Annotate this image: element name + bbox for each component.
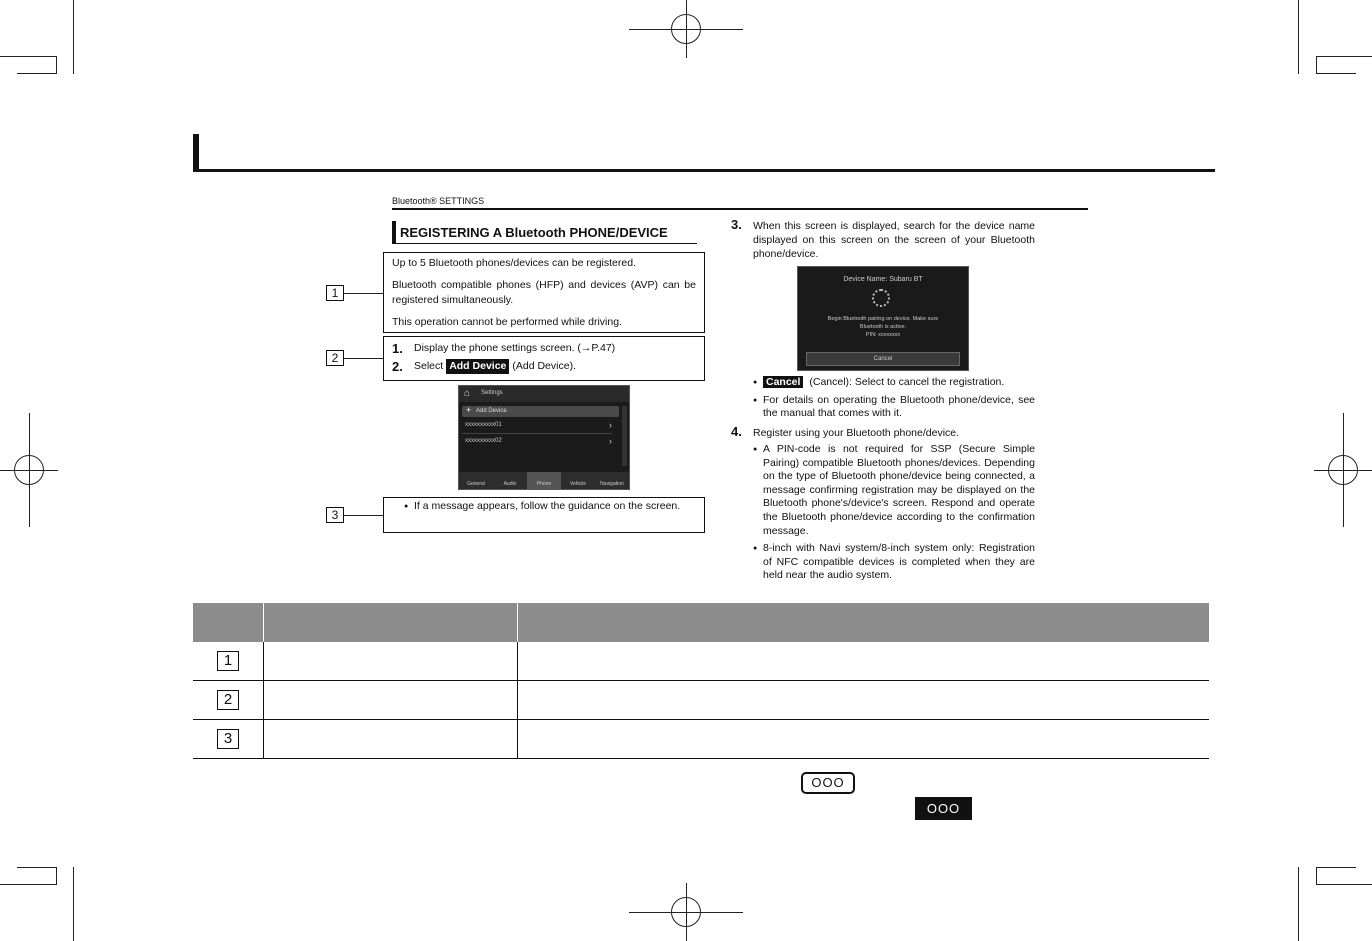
crop-mark (1316, 884, 1372, 885)
crop-mark (0, 884, 56, 885)
guidance-bullet: ● If a message appears, follow the guidance on the screen. (414, 500, 696, 514)
crop-mark (0, 470, 58, 471)
guidance-box (383, 497, 705, 533)
add-device-button-label: Add Device (446, 359, 509, 374)
pairing-screenshot (797, 266, 969, 371)
step-3-bullets (763, 376, 1035, 421)
crop-mark (56, 56, 57, 74)
crop-mark (73, 867, 74, 941)
table-row (193, 681, 1209, 720)
callout-leader (344, 515, 383, 516)
step-number: 3. (731, 217, 742, 232)
table-cell (518, 681, 1210, 720)
reference-table (193, 603, 1209, 759)
crop-mark (0, 56, 56, 57)
cancel-bullet-text: (Cancel): Select to cancel the registration. (809, 376, 1005, 388)
pairing-message-2: Bluetooth is active. (859, 324, 907, 330)
row-number: 2 (217, 690, 239, 710)
intro-text-1: Up to 5 Bluetooth phones/devices can be registered. (392, 257, 636, 269)
scrollbar (622, 406, 627, 466)
step-text: Select (414, 360, 444, 372)
chevron-right-icon: › (609, 420, 612, 430)
step-text: Display the phone settings screen. (→P.47) (414, 342, 616, 354)
intro-box (383, 252, 705, 333)
table-cell (518, 720, 1210, 759)
tab-audio: Audio (503, 481, 517, 487)
crop-mark (1316, 867, 1356, 868)
crop-mark (1316, 73, 1356, 74)
crop-mark (1314, 470, 1372, 471)
table-cell (264, 720, 518, 759)
chevron-right-icon: › (609, 436, 612, 446)
step-2 (392, 359, 696, 374)
crop-mark (629, 912, 743, 913)
crop-mark (1316, 56, 1317, 74)
callout-leader (344, 358, 383, 359)
cancel-button-label: Cancel (763, 376, 803, 388)
device-item-1: xxxxxxxxxx01 (465, 422, 502, 428)
filled-button-symbol: OOO (915, 797, 972, 820)
table-cell (193, 681, 264, 720)
step-number: 4. (731, 424, 742, 439)
table-header-cell (193, 603, 264, 642)
crop-mark (1298, 867, 1299, 941)
steps-box (383, 336, 705, 381)
pairing-message-1: Begin Bluetooth pairing on device. Make sure (827, 316, 939, 322)
step-1 (392, 341, 696, 356)
crop-mark (73, 0, 74, 74)
callout-leader (344, 293, 383, 294)
table-row (193, 642, 1209, 681)
step-4-text: Register using your Bluetooth phone/device. (753, 427, 960, 439)
outline-button-symbol: OOO (801, 772, 855, 794)
step-text: (Add Device). (512, 360, 576, 372)
table-cell (193, 720, 264, 759)
nfc-bullet: ● 8-inch with Navi system/8-inch system only: Registration of NFC compatible devices is completed when they are held near the audio system. (763, 542, 1035, 583)
table-row (193, 720, 1209, 759)
divider (462, 433, 612, 434)
page-header-bar (193, 134, 1215, 172)
crop-mark (1316, 867, 1317, 885)
add-device-label: Add Device (476, 408, 507, 414)
crop-mark (1316, 56, 1372, 57)
crop-mark (1298, 0, 1299, 74)
ssp-bullet: ● A PIN-code is not required for SSP (Secure Simple Pairing) compatible Bluetooth phones/devices. Depending on the type of Bluetooth phone/device being connected, a message confirming registration may be displayed on the Bluetooth phone's/device's screen. Respond and operate the Bluetooth phone/device according to the confirmation message. (763, 443, 1035, 538)
table-header-cell (518, 603, 1210, 642)
manual-bullet: ● For details on operating the Bluetooth phone/device, see the manual that comes with it. (763, 394, 1035, 421)
screen-titlebar (459, 386, 629, 402)
crop-mark (17, 867, 57, 868)
pairing-cancel-button: Cancel (806, 352, 960, 366)
crop-mark (56, 867, 57, 885)
crop-mark (17, 73, 57, 74)
pairing-device-name: Device Name: Subaru BT (843, 276, 923, 283)
tab-general: General (467, 481, 485, 487)
tab-phone: Phone (527, 472, 561, 489)
settings-screenshot (458, 385, 630, 490)
cancel-bullet (763, 376, 1035, 390)
pairing-pin: PIN: xxxxxxxx (865, 332, 901, 338)
crop-mark (629, 29, 743, 30)
section-title: REGISTERING A Bluetooth PHONE/DEVICE (392, 221, 697, 244)
intro-text-3: This operation cannot be performed while driving. (392, 316, 622, 328)
tab-vehicle: Vehicle (569, 481, 587, 487)
row-number: 3 (217, 729, 239, 749)
step-number: 1. (392, 341, 403, 356)
callout-2: 2 (326, 350, 344, 366)
running-head: Bluetooth® SETTINGS (392, 196, 485, 206)
intro-text-2: Bluetooth compatible phones (HFP) and devices (AVP) can be registered simultaneously. (392, 279, 696, 306)
step-number: 2. (392, 359, 403, 374)
table-header-cell (264, 603, 518, 642)
running-head-rule (392, 208, 1088, 210)
table-header-row (193, 603, 1209, 642)
callout-3: 3 (326, 507, 344, 523)
plus-icon: + (466, 405, 472, 415)
step-3-text: When this screen is displayed, search for the device name displayed on this screen on the screen of your Bluetooth phone/device. (753, 220, 1035, 260)
callout-1: 1 (326, 285, 344, 301)
table-cell (518, 642, 1210, 681)
table-cell (264, 681, 518, 720)
loading-spinner-icon (872, 289, 890, 307)
step-4-bullets (763, 443, 1035, 583)
table-cell (264, 642, 518, 681)
row-number: 1 (217, 651, 239, 671)
screen-title: Settings (481, 390, 503, 396)
tab-navigation: Navigation (600, 481, 624, 487)
home-icon: ⌂ (464, 388, 471, 399)
device-item-2: xxxxxxxxxx02 (465, 438, 502, 444)
bottom-tab-bar (459, 472, 629, 489)
table-cell (193, 642, 264, 681)
add-device-row (462, 406, 619, 417)
